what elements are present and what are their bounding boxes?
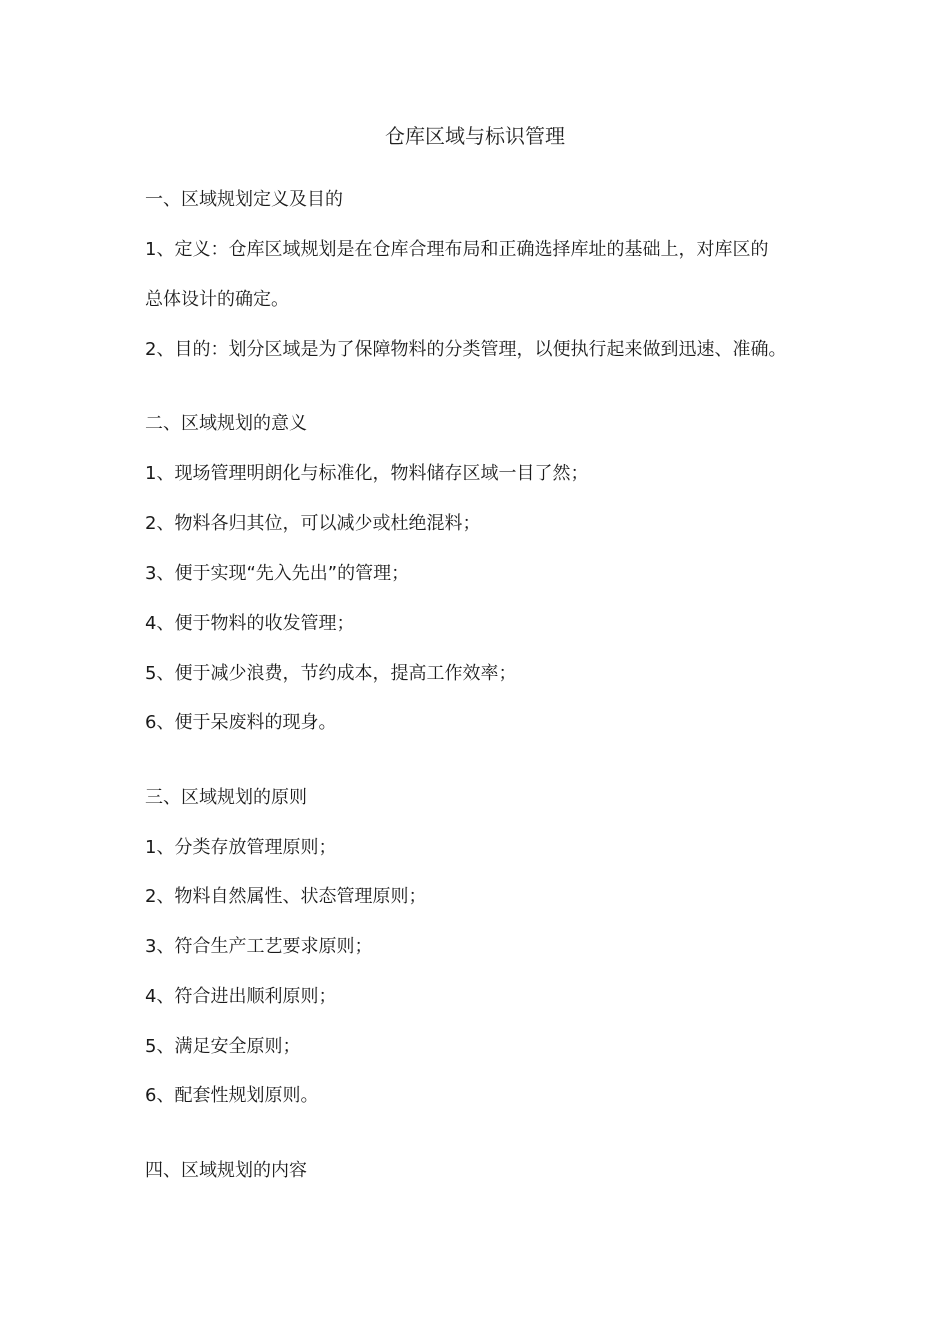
section-heading-3: 三、区域规划的原则: [145, 787, 307, 808]
section-heading-1: 一、区域规划定义及目的: [145, 189, 343, 210]
section-3-line-4: 4、符合进出顺利原则；: [145, 986, 337, 1007]
section-3-line-1: 1、分类存放管理原则；: [145, 837, 337, 858]
section-2-line-2: 2、物料各归其位，可以减少或杜绝混料；: [145, 513, 481, 534]
section-2-line-1: 1、现场管理明朗化与标准化，物料储存区域一目了然；: [145, 463, 589, 484]
section-3-line-3: 3、符合生产工艺要求原则；: [145, 936, 373, 957]
section-1-line-2: 总体设计的确定。: [145, 289, 289, 310]
section-2-line-3: 3、便于实现“先入先出”的管理；: [145, 563, 410, 584]
section-heading-2: 二、区域规划的意义: [145, 413, 307, 434]
section-3-line-2: 2、物料自然属性、状态管理原则；: [145, 886, 427, 907]
section-2-line-6: 6、便于呆废料的现身。: [145, 712, 337, 733]
section-3-line-6: 6、配套性规划原则。: [145, 1085, 319, 1106]
section-1-line-3: 2、目的：划分区域是为了保障物料的分类管理，以便执行起来做到迅速、准确。: [145, 339, 787, 360]
section-3-line-5: 5、满足安全原则；: [145, 1036, 301, 1057]
section-1-line-1: 1、定义：仓库区域规划是在仓库合理布局和正确选择库址的基础上，对库区的: [145, 239, 769, 260]
section-2-line-4: 4、便于物料的收发管理；: [145, 613, 355, 634]
section-heading-4: 四、区域规划的内容: [145, 1160, 307, 1181]
section-2-line-5: 5、便于减少浪费，节约成本，提高工作效率；: [145, 663, 517, 684]
document-title: 仓库区域与标识管理: [385, 124, 565, 148]
